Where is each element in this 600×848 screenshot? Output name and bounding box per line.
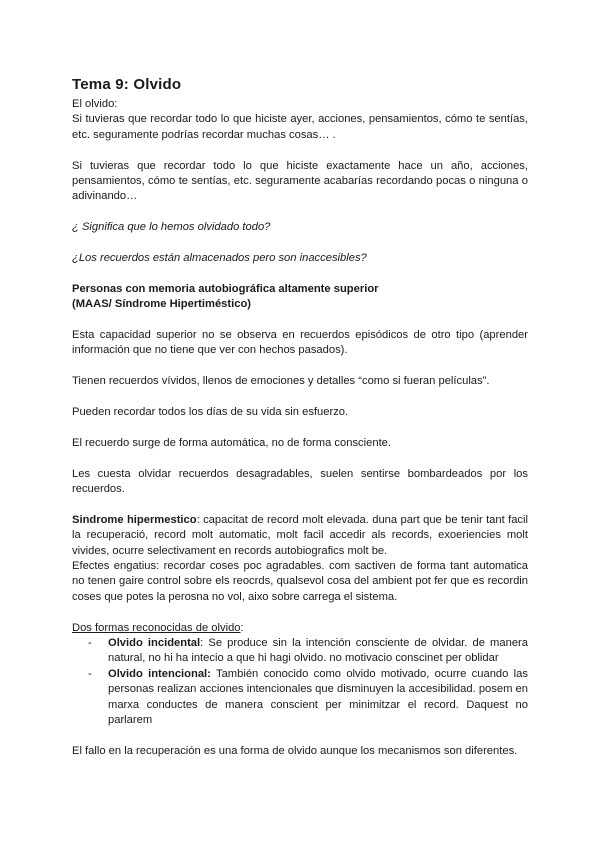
- question-1: ¿ Significa que lo hemos olvidado todo?: [72, 221, 271, 234]
- intro-paragraph-1: Si tuvieras que recordar todo lo que hiciste ayer, acciones, pensamientos, cómo te sentías, etc. seguramente podrías recordar muchas cosas… .: [72, 113, 528, 141]
- dash-bullet: -: [88, 667, 92, 680]
- formas-heading-colon: :: [240, 621, 244, 634]
- efectes-paragraph: Efectes engatius: recordar coses poc agradables. com sactiven de forma tant automatica no tenen gaire control sobre els reocrds, qualsevol cosa del ambient pot fer que es recordin coses que potes la perosna no vol, aixo sobre carrega el sistema.: [72, 560, 528, 603]
- formas-heading: [72, 621, 528, 636]
- closing-paragraph: El fallo en la recuperación es una forma de olvido aunque los mecanismos son diferentes.: [72, 744, 518, 757]
- list-item: [88, 667, 528, 729]
- list-item-term: Olvido intencional:: [108, 667, 211, 680]
- maas-paragraph-2: Tienen recuerdos vívidos, llenos de emociones y detalles “como si fueran películas”.: [72, 375, 490, 388]
- dash-bullet: -: [88, 637, 92, 650]
- maas-paragraph-1: Esta capacidad superior no se observa en recuerdos episódicos de otro tipo (aprender información que no tiene que ver con hechos pasados).: [72, 329, 528, 357]
- sindrome-term: Sindrome hipermestico: [72, 513, 197, 526]
- maas-heading-line-2: (MAAS/ Síndrome Hipertiméstico): [72, 298, 252, 311]
- intro-paragraph-2: Si tuvieras que recordar todo lo que hiciste exactamente hace un año, acciones, pensamientos, cómo te sentías, etc. seguramente acabarías recordando pocas o ninguna o adivinando…: [72, 159, 528, 203]
- list-item: [88, 636, 528, 667]
- question-2: ¿Los recuerdos están almacenados pero son inaccesibles?: [72, 252, 367, 265]
- list-item-text: También conocido como olvido motivado, ocurre cuando las personas realizan acciones intencionales que disminuyen la accesibilidad. posem en marxa conductes de manera conscient per minimitzar el record. Daquest no parlarem: [108, 667, 528, 727]
- intro-heading: El olvido:: [72, 98, 118, 110]
- maas-paragraph-3: Pueden recordar todos los días de su vida sin esfuerzo.: [72, 406, 349, 419]
- maas-paragraph-5: Les cuesta olvidar recuerdos desagradables, suelen sentirse bombardeados por los recuerdos.: [72, 467, 528, 496]
- formas-heading-text: Dos formas reconocidas de olvido: [72, 621, 241, 634]
- list-item-text: : Se produce sin la intención consciente de olvidar. de manera natural, no hi ha intecio a que hi hagi olvido. no motivacio conscinet per oblidar: [108, 637, 528, 665]
- list-item-term: Olvido incidental: [108, 637, 201, 650]
- maas-paragraph-4: El recuerdo surge de forma automática, no de forma consciente.: [72, 436, 392, 449]
- maas-heading-line-1: Personas con memoria autobiográfica altamente superior: [72, 282, 379, 295]
- formas-list: [72, 636, 528, 728]
- page-title: Tema 9: Olvido: [72, 76, 182, 93]
- sindrome-text: : capacitat de record molt elevada. duna part que be tenir tant facil la recuperació, record molt automatic, molt facil accedir als records, exoeriencies molt vivides, ocurre selectivament en records autobiografics molt be.: [72, 513, 528, 557]
- sindrome-paragraph: [72, 513, 528, 559]
